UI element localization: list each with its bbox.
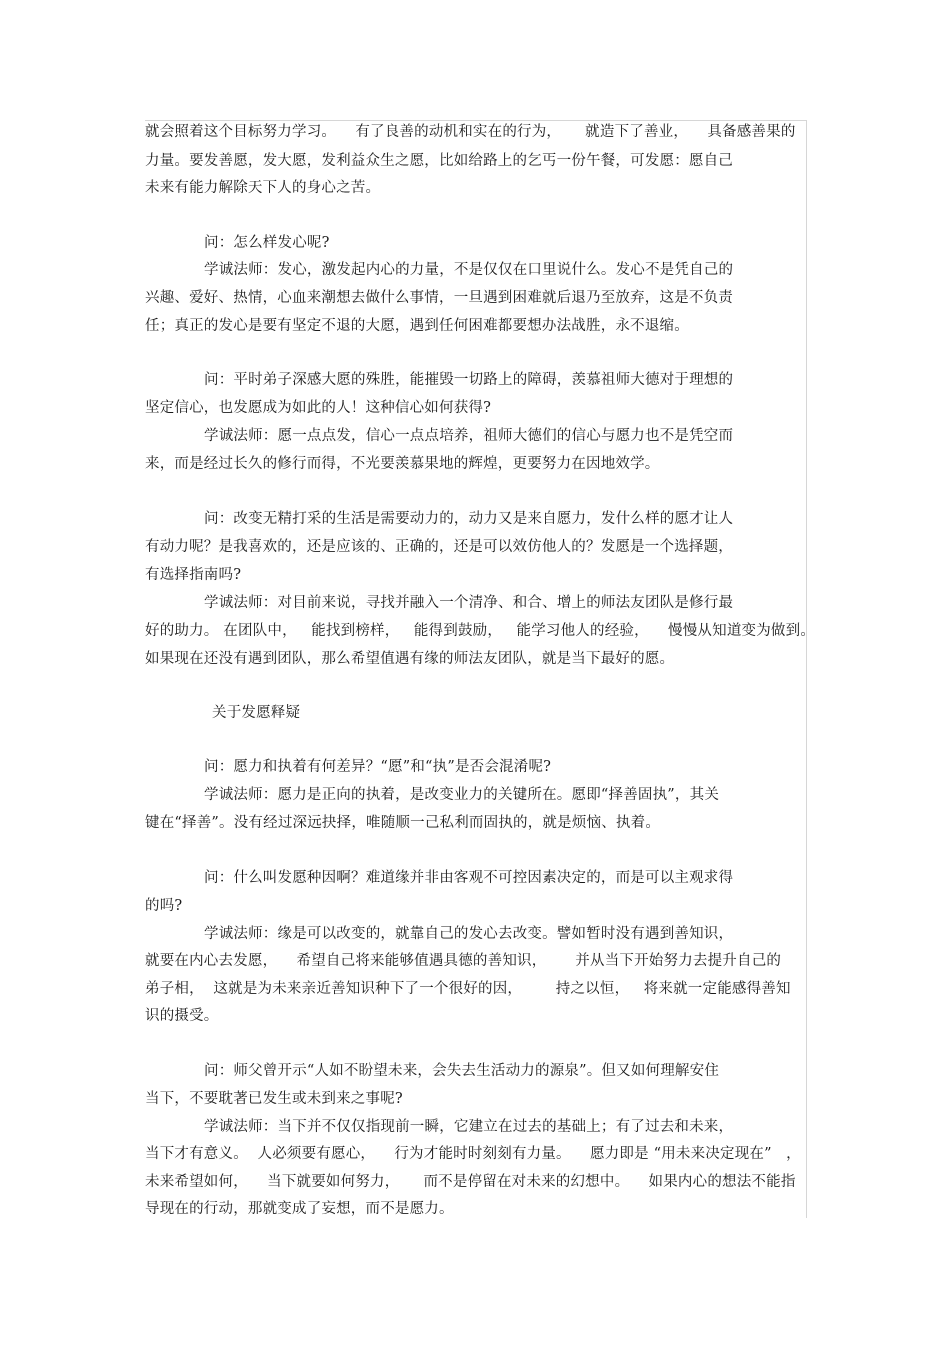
question-line: 当下，不要耽著已发生或未到来之事呢? xyxy=(145,1091,403,1107)
paragraph-line: 力量。要发善愿，发大愿，发利益众生之愿，比如给路上的乞丐一份午餐，可发愿：愿自己 xyxy=(145,153,733,169)
answer-line: 识的摄受。 xyxy=(145,1008,219,1024)
answer-line: 兴趣、爱好、热情，心血来潮想去做什么事情，一旦遇到困难就后退乃至放弃，这是不负责 xyxy=(145,290,733,306)
answer-line: 学诚法师：愿一点点发，信心一点点培养，祖师大德们的信心与愿力也不是凭空而 xyxy=(204,428,734,444)
answer-line: 如果现在还没有遇到团队，那么希望值遇有缘的师法友团队，就是当下最好的愿。 xyxy=(145,651,675,667)
question-line: 有选择指南吗? xyxy=(145,567,242,583)
answer-line: 来，而是经过长久的修行而得，不光要羡慕果地的辉煌，更要努力在因地效学。 xyxy=(145,456,660,472)
question-line: 问：怎么样发心呢? xyxy=(204,235,330,251)
question-line: 问：平时弟子深感大愿的殊胜，能摧毁一切路上的障碍，羡慕祖师大德对于理想的 xyxy=(204,372,734,388)
answer-line: 导现在的行动，那就变成了妄想，而不是愿力。 xyxy=(145,1201,454,1217)
question-line: 的吗? xyxy=(145,898,183,914)
question-line: 问：师父曾开示“人如不盼望未来，会失去生活动力的源泉”。但又如何理解安住 xyxy=(204,1063,720,1079)
answer-line: 好的助力。 在团队中， 能找到榜样， 能得到鼓励， 能学习他人的经验， 慢慢从知道变为做到。 xyxy=(145,623,816,639)
answer-line: 学诚法师：对目前来说，寻找并融入一个清净、和合、增上的师法友团队是修行最 xyxy=(204,595,734,611)
paragraph-line: 就会照着这个目标努力学习。 有了良善的动机和实在的行为， 就造下了善业， 具备感善果的 xyxy=(145,124,796,140)
question-line: 问：改变无精打采的生活是需要动力的，动力又是来自愿力，发什么样的愿才让人 xyxy=(204,511,734,527)
answer-line: 学诚法师：缘是可以改变的，就靠自己的发心去改变。譬如暂时没有遇到善知识， xyxy=(204,926,734,942)
answer-line: 弟子相， 这就是为未来亲近善知识种下了一个很好的因， 持之以恒， 将来就一定能感得善知 xyxy=(145,981,791,997)
question-line: 坚定信心，也发愿成为如此的人！这种信心如何获得? xyxy=(145,400,492,416)
paragraph-line: 未来有能力解除天下人的身心之苦。 xyxy=(145,180,381,196)
answer-line: 任；真正的发心是要有坚定不退的大愿，遇到任何困难都要想办法战胜，永不退缩。 xyxy=(145,318,689,334)
question-line: 问：愿力和执着有何差异？“愿”和“执”是否会混淆呢? xyxy=(204,759,552,775)
answer-line: 就要在内心去发愿， 希望自己将来能够值遇具德的善知识， 并从当下开始努力去提升自己的 xyxy=(145,953,782,969)
frame-top-line xyxy=(145,120,807,121)
answer-line: 键在“择善”。没有经过深远抉择，唯随顺一己私利而固执的，就是烦恼、执着。 xyxy=(145,815,661,831)
answer-line: 学诚法师：当下并不仅仅指现前一瞬，它建立在过去的基础上；有了过去和未来， xyxy=(204,1119,734,1135)
answer-line: 未来希望如何， 当下就要如何努力， 而不是停留在对未来的幻想中。 如果内心的想法不能指 xyxy=(145,1174,796,1190)
section-heading: 关于发愿释疑 xyxy=(212,705,301,721)
answer-line: 学诚法师：发心，激发起内心的力量，不是仅仅在口里说什么。发心不是凭自己的 xyxy=(204,262,734,278)
question-line: 问：什么叫发愿种因啊？难道缘并非由客观不可控因素决定的，而是可以主观求得 xyxy=(204,870,734,886)
answer-line: 学诚法师：愿力是正向的执着，是改变业力的关键所在。愿即“择善固执”，其关 xyxy=(204,787,720,803)
question-line: 有动力呢？是我喜欢的，还是应该的、正确的，还是可以效仿他人的？发愿是一个选择题， xyxy=(145,539,733,555)
frame-right-line xyxy=(806,120,807,1218)
answer-line: 当下才有意义。 人必须要有愿心， 行为才能时时刻刻有力量。 愿力即是 “用未来决定现在” ， xyxy=(145,1146,801,1162)
